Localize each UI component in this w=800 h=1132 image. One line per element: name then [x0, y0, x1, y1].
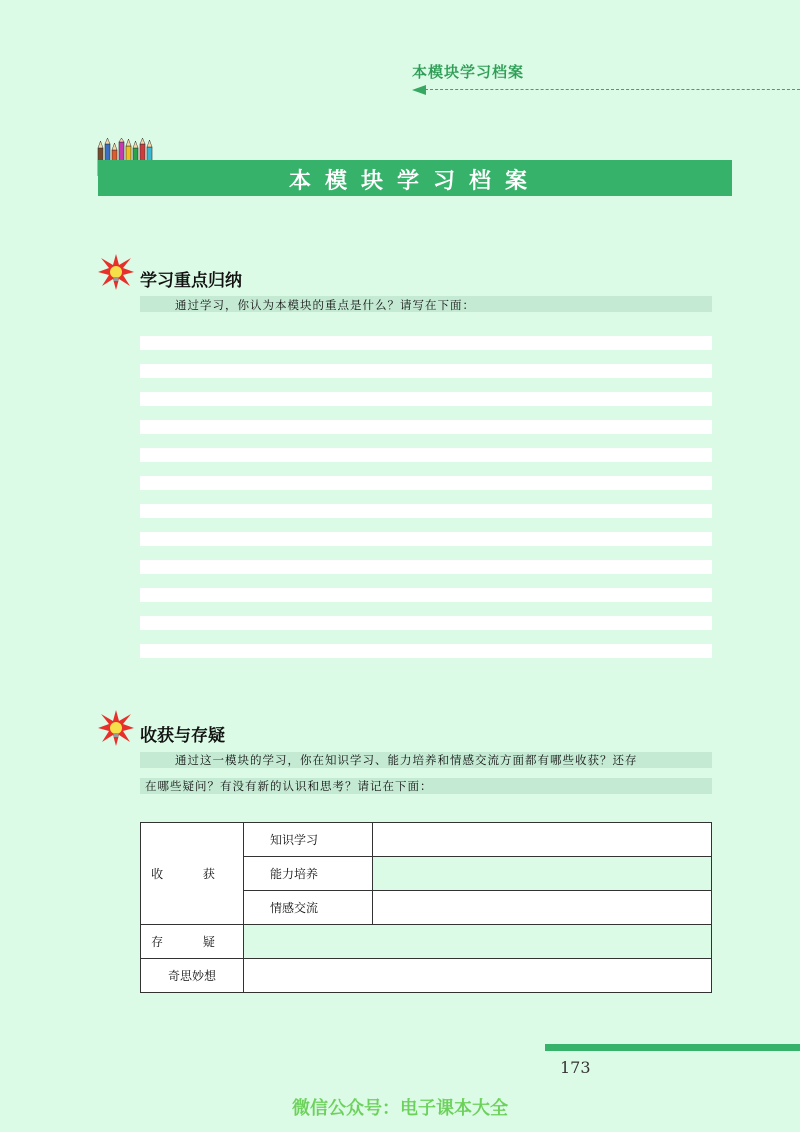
banner-title: 本模块学习档案 [288, 169, 541, 194]
gains-row-label: 情感交流 [244, 891, 373, 925]
ideas-label: 奇思妙想 [141, 959, 244, 993]
section1-prompt: 通过学习，你认为本模块的重点是什么？请写在下面： [175, 298, 475, 312]
writing-line [140, 364, 712, 378]
writing-line [140, 392, 712, 406]
arrow-left-icon [412, 85, 426, 95]
header-dashed-line [425, 89, 800, 90]
gains-row-label: 知识学习 [244, 823, 373, 857]
doubts-label-cell [141, 925, 244, 959]
gains-row-label: 能力培养 [244, 857, 373, 891]
gains-label-cell [141, 823, 244, 925]
writing-line [140, 448, 712, 462]
ideas-input-cell[interactable] [244, 959, 712, 993]
writing-line [140, 532, 712, 546]
gains-label: 收 获 [151, 867, 233, 881]
writing-line [140, 588, 712, 602]
section-title-gains-doubts: 收获与存疑 [140, 726, 225, 746]
ability-input-cell[interactable] [373, 857, 712, 891]
writing-line [140, 504, 712, 518]
running-header-title: 本模块学习档案 [412, 63, 525, 81]
writing-line [140, 476, 712, 490]
lightbulb-burst-icon [98, 254, 134, 290]
section-title-key-points: 学习重点归纳 [140, 271, 242, 291]
doubts-input-cell[interactable] [244, 925, 712, 959]
footer-bar [545, 1044, 800, 1051]
writing-line [140, 616, 712, 630]
section2-prompt-line1: 通过这一模块的学习，你在知识学习、能力培养和情感交流方面都有哪些收获？还存 [175, 753, 638, 767]
writing-line [140, 336, 712, 350]
page-number: 173 [560, 1058, 591, 1077]
writing-line [140, 644, 712, 658]
summary-table [140, 822, 712, 993]
section2-prompt-line2: 在哪些疑问？有没有新的认识和思考？请记在下面： [145, 779, 433, 793]
watermark: 微信公众号：电子课本大全 [292, 1098, 508, 1119]
writing-area[interactable] [140, 336, 712, 672]
lightbulb-burst-icon [98, 710, 134, 746]
knowledge-input-cell[interactable] [373, 823, 712, 857]
doubts-label: 存 疑 [151, 935, 233, 949]
writing-line [140, 560, 712, 574]
module-banner [98, 160, 732, 196]
writing-line [140, 420, 712, 434]
emotion-input-cell[interactable] [373, 891, 712, 925]
